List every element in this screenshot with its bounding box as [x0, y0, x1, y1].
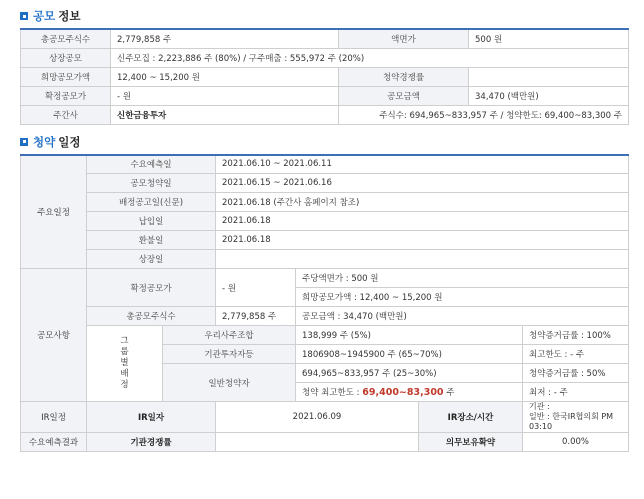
- label-demand-result: 수요예측결과: [21, 433, 87, 452]
- table-row: [21, 105, 629, 124]
- label-offer-details: 공모사항: [21, 269, 87, 402]
- value-offer-amount: 34,470 (백만원): [469, 86, 629, 105]
- label-subscription-date: 공모청약일: [87, 174, 216, 193]
- table-row: [21, 67, 629, 86]
- value-lockup-commitment: 0.00%: [523, 433, 629, 452]
- section-title-offer-info: [20, 4, 628, 28]
- value-listing-date: [216, 250, 629, 269]
- label-offer-amount: 공모금액: [339, 86, 469, 105]
- title-rest: 일정: [58, 134, 81, 149]
- table-row: [21, 402, 629, 433]
- label-lockup-commitment: 의무보유확약: [419, 433, 523, 452]
- value-par-value: 500 원: [469, 29, 629, 48]
- value-employee-union: 138,999 주 (5%): [296, 326, 523, 345]
- value-hope-price: 12,400 ~ 15,200 원: [111, 67, 339, 86]
- label-institution-competition: 기관경쟁률: [87, 433, 216, 452]
- value-employee-margin: 청약증거금률 : 100%: [523, 326, 629, 345]
- retail-max-value: 69,400~83,300: [362, 387, 444, 398]
- table-row: [21, 250, 629, 269]
- value-offer-amount-2: 공모금액 : 34,470 (백만원): [296, 307, 629, 326]
- label-institutional: 기관투자자등: [163, 345, 296, 364]
- section-title-subscription: [20, 130, 628, 154]
- label-listing-offer: 상장공모: [21, 48, 111, 67]
- table-row: [21, 433, 629, 452]
- label-employee-union: 우리사주조합: [163, 326, 296, 345]
- value-confirmed-price-2: - 원: [216, 269, 296, 307]
- retail-max-prefix: 청약 최고한도 :: [302, 388, 363, 398]
- label-underwriter: 주간사: [21, 105, 111, 124]
- value-hope-price-2: 희망공모가액 : 12,400 ~ 15,200 원: [296, 288, 629, 307]
- group-char: 그: [120, 336, 129, 346]
- label-payment-date: 납입일: [87, 212, 216, 231]
- value-institution-competition: [216, 433, 419, 452]
- value-demand-forecast: 2021.06.10 ~ 2021.06.11: [216, 155, 629, 174]
- value-par-per-share: 주당액면가 : 500 원: [296, 269, 629, 288]
- value-subscription-date: 2021.06.15 ~ 2021.06.16: [216, 174, 629, 193]
- table-row: [21, 174, 629, 193]
- label-competition-rate: 청약경쟁률: [339, 67, 469, 86]
- label-listing-date: 상장일: [87, 250, 216, 269]
- value-retail: 694,965~833,957 주 (25~30%): [296, 364, 523, 383]
- label-allocation-notice: 배정공고일(신문): [87, 193, 216, 212]
- ir-place-line2: 일반 : 한국IR협의회 PM 03:10: [529, 412, 614, 431]
- table-row: [21, 193, 629, 212]
- label-confirmed-price-2: 확정공모가: [87, 269, 216, 307]
- table-row: [21, 307, 629, 326]
- table-row: [21, 155, 629, 174]
- label-total-shares-2: 총공모주식수: [87, 307, 216, 326]
- label-group-allocation: [87, 326, 163, 402]
- table-row: [21, 269, 629, 288]
- table-row: [21, 326, 629, 345]
- value-retail-min: 최저 : - 주: [523, 383, 629, 402]
- value-institutional-limit: 최고한도 : - 주: [523, 345, 629, 364]
- label-refund-date: 환불일: [87, 231, 216, 250]
- offer-info-table: [20, 28, 629, 125]
- title-rest: 정보: [58, 9, 81, 23]
- table-row: [21, 86, 629, 105]
- ipo-page: [20, 0, 628, 452]
- table-row: [21, 29, 629, 48]
- label-hope-price: 희망공모가액: [21, 67, 111, 86]
- value-allocation-notice: 2021.06.18 (주간사 홈페이지 참조): [216, 193, 629, 212]
- value-institutional: 1806908~1945900 주 (65~70%): [296, 345, 523, 364]
- value-underwriter: 신한금융투자: [111, 105, 339, 124]
- title-blue: 공모: [33, 9, 56, 23]
- table-row: [21, 48, 629, 67]
- value-payment-date: 2021.06.18: [216, 212, 629, 231]
- label-ir-date: IR일자: [87, 402, 216, 433]
- group-char: 룹: [120, 347, 129, 357]
- retail-max-suffix: 주: [443, 388, 455, 398]
- group-char: 별: [120, 358, 129, 368]
- value-retail-max: [296, 383, 523, 402]
- bullet-icon: [20, 138, 28, 146]
- subscription-table: [20, 154, 629, 453]
- label-total-shares: 총공모주식수: [21, 29, 111, 48]
- label-ir-place: IR장소/시간: [419, 402, 523, 433]
- group-char: 배: [120, 369, 129, 379]
- value-listing-offer: 신주모집 : 2,223,886 주 (80%) / 구주매출 : 555,972 주 (20%): [111, 48, 629, 67]
- label-ir-schedule: IR일정: [21, 402, 87, 433]
- group-char: 정: [120, 380, 129, 390]
- value-confirmed-price: - 원: [111, 86, 339, 105]
- value-ir-date: 2021.06.09: [216, 402, 419, 433]
- value-underwriter-shares: 주식수: 694,965~833,957 주 / 청약한도: 69,400~83,300 주: [339, 105, 629, 124]
- bullet-icon: [20, 12, 28, 20]
- label-demand-forecast: 수요예측일: [87, 155, 216, 174]
- label-retail: 일반청약자: [163, 364, 296, 402]
- value-retail-margin: 청약증거금률 : 50%: [523, 364, 629, 383]
- value-ir-place: [523, 402, 629, 433]
- value-competition-rate: [469, 67, 629, 86]
- value-total-shares: 2,779,858 주: [111, 29, 339, 48]
- title-blue: 청약: [33, 134, 56, 149]
- table-row: [21, 231, 629, 250]
- ir-place-line1: 기관 :: [529, 402, 550, 411]
- label-main-schedule: 주요일정: [21, 155, 87, 269]
- table-row: [21, 212, 629, 231]
- value-refund-date: 2021.06.18: [216, 231, 629, 250]
- label-confirmed-price: 확정공모가: [21, 86, 111, 105]
- value-total-shares-2: 2,779,858 주: [216, 307, 296, 326]
- label-par-value: 액면가: [339, 29, 469, 48]
